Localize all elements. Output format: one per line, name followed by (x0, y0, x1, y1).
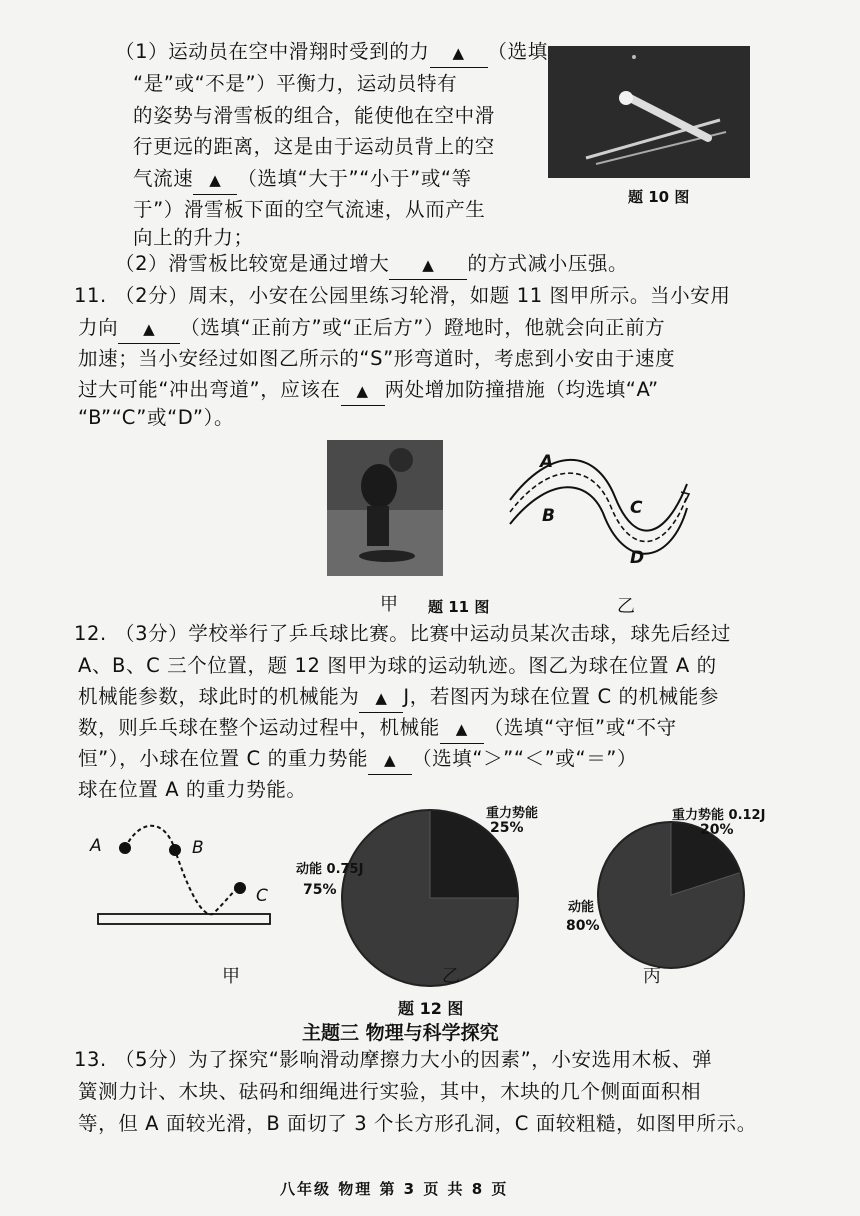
q10-line-4: 行更远的距离，这是由于运动员背上的空 (133, 135, 495, 158)
pie-bing-pe-pct: 20% (700, 822, 734, 838)
trajectory-label-a: A (90, 836, 102, 856)
track-label-d: D (630, 548, 645, 568)
q12-line-6: 球在位置 A 的重力势能。 (78, 778, 307, 801)
pie-yi-pe-pct: 25% (490, 820, 524, 836)
trajectory-label-c: C (256, 886, 268, 906)
pie-yi-pe-label: 重力势能 (486, 806, 539, 821)
q12-caption-jia: 甲 (222, 966, 240, 987)
q12-line-3: 机械能参数，球此时的机械能为 ▲ J，若图丙为球在位置 C 的机械能参 (78, 683, 719, 713)
q12-figure-caption: 题 12 图 (398, 999, 464, 1018)
ski-jumper-photo (548, 46, 750, 178)
answer-blank[interactable]: ▲ (368, 746, 412, 775)
q12-line-4: 数，则乒乓球在整个运动过程中，机械能 ▲ （选填“守恒”或“不守 (78, 714, 677, 744)
answer-blank[interactable]: ▲ (359, 684, 403, 713)
page-footer: 八年级 物理 第 3 页 共 8 页 (280, 1180, 509, 1198)
q10-line-3: 的姿势与滑雪板的组合，能使他在空中滑 (133, 104, 495, 127)
track-label-c: C (630, 498, 643, 518)
answer-blank[interactable]: ▲ (389, 251, 467, 280)
answer-blank[interactable]: ▲ (440, 715, 484, 744)
q11-line-3: 加速；当小安经过如图乙所示的“S”形弯道时，考虑到小安由于速度 (78, 347, 676, 370)
q12-number: 12. (74, 622, 107, 645)
ball-c (234, 882, 246, 894)
q10-part2: （2）滑雪板比较宽是通过增大 ▲ 的方式减小压强。 (115, 250, 628, 280)
q12-caption-yi: 乙 (442, 966, 460, 987)
q11-line-5: “B”“C”或“D”）。 (78, 406, 235, 429)
q12-line-2: A、B、C 三个位置，题 12 图甲为球的运动轨迹。图乙为球在位置 A 的 (78, 654, 717, 677)
q13-line-2: 簧测力计、木块、砝码和细绳进行实验，其中，木块的几个侧面面积相 (78, 1080, 702, 1103)
skater-photo (327, 440, 443, 576)
pie-bing-ke-pct: 80% (566, 918, 600, 934)
ball-a (119, 842, 131, 854)
s-curve-track-diagram (505, 452, 695, 570)
q11-line-4: 过大可能“冲出弯道”，应该在 ▲ 两处增加防撞措施（均选填“A” (78, 376, 659, 406)
q10-line-1: （1）运动员在空中滑翔时受到的力 ▲ （选填 (115, 38, 548, 68)
q11-figure-caption: 题 11 图 (428, 598, 490, 616)
q12-line-5: 恒”），小球在位置 C 的重力势能 ▲ （选填“＞”“＜”或“＝”） (78, 745, 637, 775)
q11-caption-jia: 甲 (380, 594, 398, 615)
q11-number: 11. (74, 284, 107, 307)
pie-yi-ke-label: 动能 0.75J (296, 862, 364, 877)
answer-blank[interactable]: ▲ (118, 315, 180, 344)
q11-line-1: （2分）周末，小安在公园里练习轮滑，如题 11 图甲所示。当小安用 (115, 284, 731, 307)
section-title: 主题三 物理与科学探究 (302, 1022, 499, 1044)
roller-skater-figure (327, 440, 443, 576)
q10-line-5: 气流速 ▲ （选填“大于”“小于”或“等 (133, 165, 472, 195)
q10-line-2: “是”或“不是”）平衡力，运动员特有 (133, 72, 458, 95)
q10-figure-caption: 题 10 图 (628, 188, 690, 206)
q10-line-6: 于”）滑雪板下面的空气流速，从而产生 (133, 198, 486, 221)
q10-line-7: 向上的升力； (133, 226, 254, 249)
q13-number: 13. (74, 1048, 107, 1071)
pie-bing-pe-label: 重力势能 0.12J (672, 808, 766, 823)
q13-line-3: 等，但 A 面较光滑，B 面切了 3 个长方形孔洞，C 面较粗糙，如图甲所示。 (78, 1112, 757, 1135)
answer-blank[interactable]: ▲ (341, 377, 385, 406)
ball-trajectory-diagram (95, 818, 275, 928)
q13-line-1: （5分）为了探究“影响滑动摩擦力大小的因素”，小安选用木板、弹 (115, 1048, 713, 1071)
q12-caption-bing: 丙 (643, 966, 661, 987)
ski-jumper-figure (548, 46, 750, 178)
pie-yi-ke-pct: 75% (303, 882, 337, 898)
q11-caption-yi: 乙 (617, 596, 635, 617)
track-label-b: B (542, 506, 555, 526)
pie-chart-bing (596, 820, 746, 970)
track-label-a: A (540, 452, 554, 472)
q11-line-2: 力向 ▲ （选填“正前方”或“正后方”）蹬地时，他就会向正前方 (78, 314, 665, 344)
q12-line-1: （3分）学校举行了乒乓球比赛。比赛中运动员某次击球，球先后经过 (115, 622, 732, 645)
trajectory-label-b: B (192, 838, 204, 858)
answer-blank[interactable]: ▲ (193, 166, 237, 195)
pie-bing-ke-label: 动能 (568, 900, 595, 915)
ball-b (169, 844, 181, 856)
answer-blank[interactable]: ▲ (430, 39, 488, 68)
table-board (98, 914, 270, 924)
